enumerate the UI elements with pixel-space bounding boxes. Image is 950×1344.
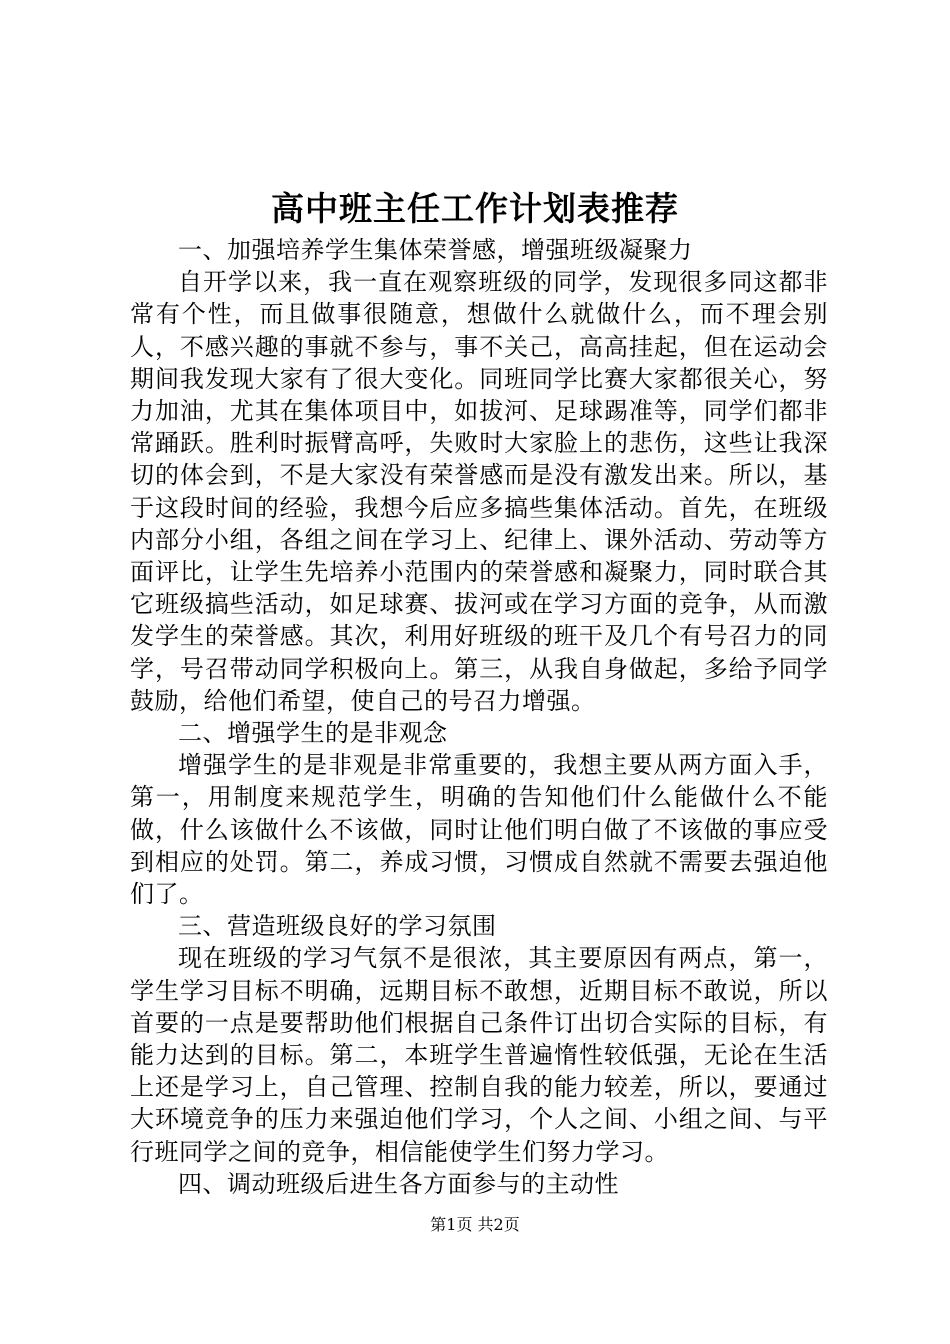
paragraph-2: 增强学生的是非观是非常重要的，我想主要从两方面入手，第一，用制度来规范学生，明确的告知他们什么能做什么不能做，什么该做什么不该做，同时让他们明白做了不该做的事应受到相应的处罚。第二，养成习惯，习惯成自然就不需要去强迫他们了。 (130, 751, 828, 909)
section-heading-2: 二、增强学生的是非观念 (178, 719, 448, 748)
section-heading-4: 四、调动班级后进生各方面参与的主动性 (178, 1169, 619, 1198)
paragraph-1: 自开学以来，我一直在观察班级的同学，发现很多同这都非常有个性，而且做事很随意，想做什么就做什么，而不理会别人，不感兴趣的事就不参与，事不关己，高高挂起，但在运动会期间我发现大家有了很大变化。同班同学比赛大家都很关心，努力加油，尤其在集体项目中，如拔河、足球踢准等，同学们都非常踊跃。胜利时振臂高呼，失败时大家脸上的悲伤，这些让我深切的体会到，不是大家没有荣誉感而是没有激发出来。所以，基于这段时间的经验，我想今后应多搞些集体活动。首先，在班级内部分小组，各组之间在学习上、纪律上、课外活动、劳动等方面评比，让学生先培养小范围内的荣誉感和凝聚力，同时联合其它班级搞些活动，如足球赛、拔河或在学习方面的竞争，从而激发学生的荣誉感。其次，利用好班级的班干及几个有号召力的同学，号召带动同学积极向上。第三，从我自身做起，多给予同学鼓励，给他们希望，使自己的号召力增强。 (130, 268, 828, 715)
document-body (130, 234, 828, 1200)
page-footer: 第1页 共2页 (430, 1215, 520, 1234)
section-heading-3: 三、营造班级良好的学习氛围 (178, 912, 497, 941)
section-heading-1: 一、加强培养学生集体荣誉感，增强班级凝聚力 (178, 236, 693, 264)
paragraph-3: 现在班级的学习气氛不是很浓，其主要原因有两点，第一，学生学习目标不明确，远期目标不敢想，近期目标不敢说，所以首要的一点是要帮助他们根据自己条件订出切合实际的目标，有能力达到的目标。第二，本班学生普遍惰性较低强，无论在生活上还是学习上，自己管理、控制自我的能力较差，所以，要通过大环境竞争的压力来强迫他们学习，个人之间、小组之间、与平行班同学之间的竞争，相信能使学生们努力学习。 (130, 944, 828, 1166)
document-title: 高中班主任工作计划表推荐 (271, 189, 679, 228)
